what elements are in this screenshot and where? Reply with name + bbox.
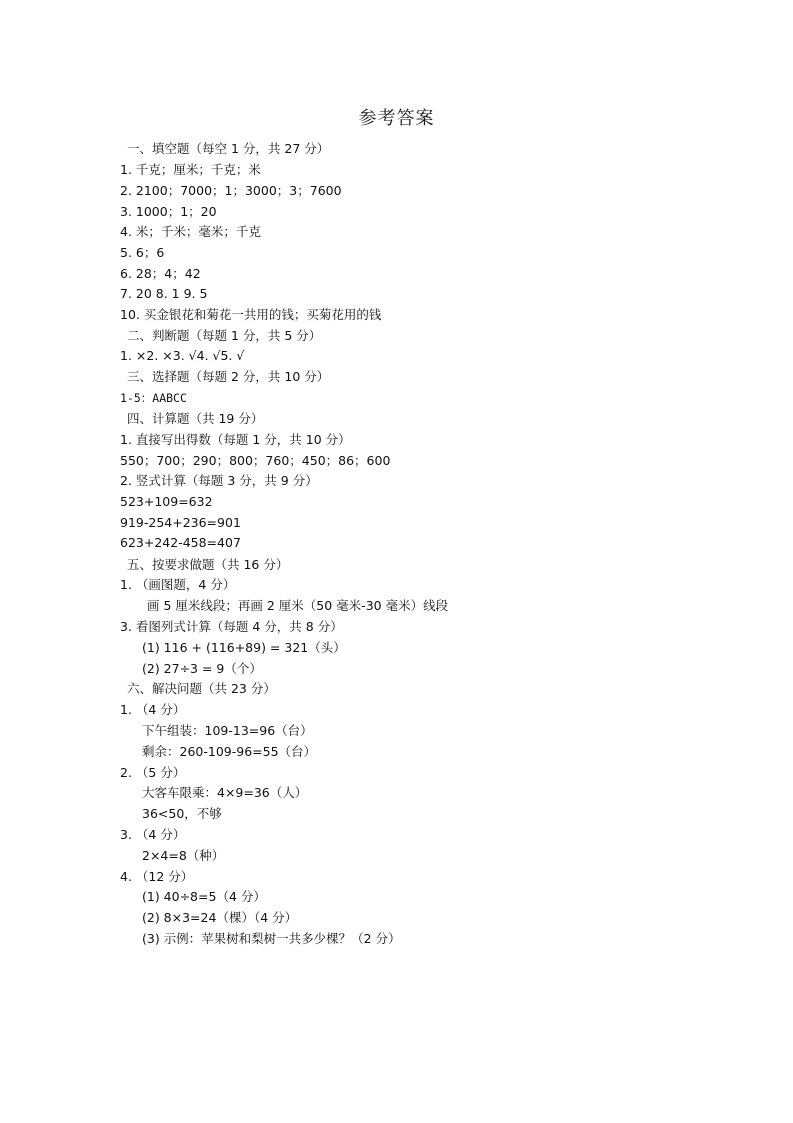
- answer-line: (3) 示例：苹果树和梨树一共多少棵？（2 分）: [142, 931, 401, 946]
- answer-line: 3. 1000；1；20: [120, 204, 217, 219]
- answer-line: 5. 6；6: [120, 245, 165, 260]
- section-heading-fill-blank: 一、填空题（每空 1 分，共 27 分）: [127, 141, 330, 156]
- answer-line: 36<50，不够: [142, 806, 222, 821]
- answer-line: 1. （4 分）: [120, 702, 186, 717]
- answer-line: 剩余：260-109-96=55（台）: [142, 744, 317, 759]
- section-heading-tasks: 五、按要求做题（共 16 分）: [127, 557, 289, 572]
- answer-line: 2. （5 分）: [120, 765, 186, 780]
- answer-line: 1. 千克；厘米；千克；米: [120, 162, 261, 177]
- answer-line: (1) 116 + (116+89) = 321（头）: [142, 640, 346, 655]
- answer-line: 3. （4 分）: [120, 827, 186, 842]
- section-heading-true-false: 二、判断题（每题 1 分，共 5 分）: [127, 328, 322, 343]
- answer-line: 523+109=632: [120, 494, 213, 509]
- answer-line: 2×4=8（种）: [142, 848, 225, 863]
- answer-line: (2) 27÷3 = 9（个）: [142, 661, 262, 676]
- section-heading-problems: 六、解决问题（共 23 分）: [127, 681, 276, 696]
- answer-line: 大客车限乘：4×9=36（人）: [142, 785, 308, 800]
- answer-line: 1. ×2. ×3. √4. √5. √: [120, 348, 245, 363]
- page-title: 参考答案: [358, 108, 435, 129]
- answer-line: (1) 40÷8=5（4 分）: [142, 889, 266, 904]
- answer-line: 画 5 厘米线段；再画 2 厘米（50 毫米-30 毫米）线段: [147, 598, 449, 613]
- answer-line: 10. 买金银花和菊花一共用的钱；买菊花用的钱: [120, 307, 382, 322]
- section-heading-calculation: 四、计算题（共 19 分）: [127, 411, 264, 426]
- answer-line: 623+242-458=407: [120, 535, 241, 550]
- answer-line: 2. 2100；7000；1；3000；3；7600: [120, 183, 342, 198]
- answer-line: 下午组装：109-13=96（台）: [142, 723, 313, 738]
- section-heading-multiple-choice: 三、选择题（每题 2 分，共 10 分）: [127, 369, 330, 384]
- answer-line: 550；700；290；800；760；450；86；600: [120, 453, 391, 468]
- answer-line: 3. 看图列式计算（每题 4 分，共 8 分）: [120, 619, 343, 634]
- answer-line: 919-254+236=901: [120, 515, 241, 530]
- answer-line: 4. （12 分）: [120, 869, 194, 884]
- answer-line: (2) 8×3=24（棵）（4 分）: [142, 910, 298, 925]
- answer-line: 6. 28；4；42: [120, 266, 201, 281]
- answer-line: 4. 米；千米；毫米；千克: [120, 224, 261, 239]
- answer-line: 7. 20 8. 1 9. 5: [120, 286, 208, 301]
- answer-line: 1-5：AABCC: [120, 391, 187, 405]
- answer-line: 1. 直接写出得数（每题 1 分，共 10 分）: [120, 432, 351, 447]
- answer-line: 1. （画图题，4 分）: [120, 577, 236, 592]
- answer-line: 2. 竖式计算（每题 3 分，共 9 分）: [120, 473, 318, 488]
